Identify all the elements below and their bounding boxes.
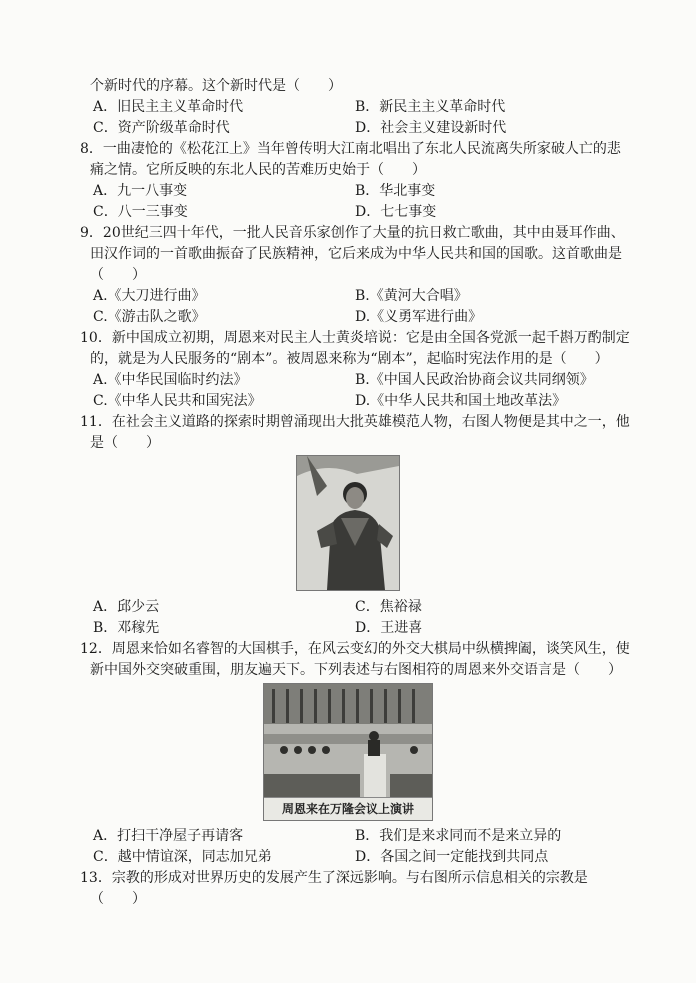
image-caption: 周恩来在万隆会议上演讲	[264, 797, 432, 820]
q7-option-a: A．旧民主主义革命时代	[93, 99, 244, 115]
q7-option-d: D．社会主义建设新时代	[355, 120, 507, 136]
q10-option-a: A.《中华民国临时约法》	[93, 372, 248, 388]
q12-option-d: D．各国之间一定能找到共同点	[355, 849, 549, 865]
q8-option-b: B．华北事变	[355, 183, 436, 199]
q10-stem-line1: 10．新中国成立初期，周恩来对民主人士黄炎培说：它是由全国各党派一起千斟万酌制定	[80, 330, 630, 346]
q8-stem-line2: 痛之情。它所反映的东北人民的苦难历史始于（ ）	[90, 162, 426, 178]
q12-stem-line2: 新中国外交突破重围，朋友遍天下。下列表述与右图相符的周恩来外交语言是（ ）	[90, 662, 622, 678]
q9-stem-line3: （ ）	[90, 267, 146, 283]
q9-option-a: A.《大刀进行曲》	[93, 288, 206, 304]
q10-option-d: D.《中华人民共和国土地改革法》	[355, 393, 567, 409]
bandung-conference-image	[263, 683, 433, 821]
q10-stem-line2: 的，就是为人民服务的“剧本”。被周恩来称为“剧本”，起临时宪法作用的是（ ）	[90, 351, 609, 367]
q11-stem-line1: 11．在社会主义道路的探索时期曾涌现出大批英雄模范人物，右图人物便是其中之一，他	[80, 414, 630, 430]
q11-option-c: C．焦裕禄	[355, 599, 422, 615]
q7-option-b: B．新民主主义革命时代	[355, 99, 506, 115]
q12-stem-line1: 12．周恩来恰如名睿智的大国棋手，在风云变幻的外交大棋局中纵横捭阖，谈笑风生，使	[80, 641, 630, 657]
q9-stem-line1: 9．20世纪三四十年代，一批人民音乐家创作了大量的抗日救亡歌曲，其中由聂耳作曲、	[80, 225, 625, 241]
q9-option-c: C.《游击队之歌》	[93, 309, 206, 325]
q7-stem: 个新时代的序幕。这个新时代是（ ）	[90, 78, 342, 94]
q8-option-a: A．九一八事变	[93, 183, 188, 199]
q10-option-b: B.《中国人民政治协商会议共同纲领》	[355, 372, 594, 388]
q11-stem-line2: 是（ ）	[90, 435, 160, 451]
hero-portrait-image	[296, 455, 400, 591]
q10-option-c: C.《中华人民共和国宪法》	[93, 393, 262, 409]
portrait-figure-icon	[297, 456, 399, 590]
q9-option-d: D.《义勇军进行曲》	[355, 309, 483, 325]
q8-stem-line1: 8．一曲凄怆的《松花江上》当年曾传明大江南北唱出了东北人民流离失所家破人亡的悲	[80, 141, 621, 157]
q7-option-c: C．资产阶级革命时代	[93, 120, 230, 136]
q11-option-a: A．邱少云	[93, 599, 160, 615]
q13-stem-line1: 13．宗教的形成对世界历史的发展产生了深远影响。与右图所示信息相关的宗教是	[80, 870, 588, 886]
conference-scene-icon	[264, 684, 432, 798]
q12-option-c: C．越中情谊深，同志加兄弟	[93, 849, 272, 865]
q12-option-b: B．我们是来求同而不是来立异的	[355, 828, 562, 844]
q9-stem-line2: 田汉作词的一首歌曲振奋了民族精神，它后来成为中华人民共和国的国歌。这首歌曲是	[90, 246, 622, 262]
q8-option-c: C．八一三事变	[93, 204, 188, 220]
q13-stem-line2: （ ）	[90, 891, 146, 907]
q8-option-d: D．七七事变	[355, 204, 437, 220]
q9-option-b: B.《黄河大合唱》	[355, 288, 468, 304]
q11-option-d: D．王进喜	[355, 620, 423, 636]
q11-option-b: B．邓稼先	[93, 620, 160, 636]
q12-option-a: A．打扫干净屋子再请客	[93, 828, 244, 844]
